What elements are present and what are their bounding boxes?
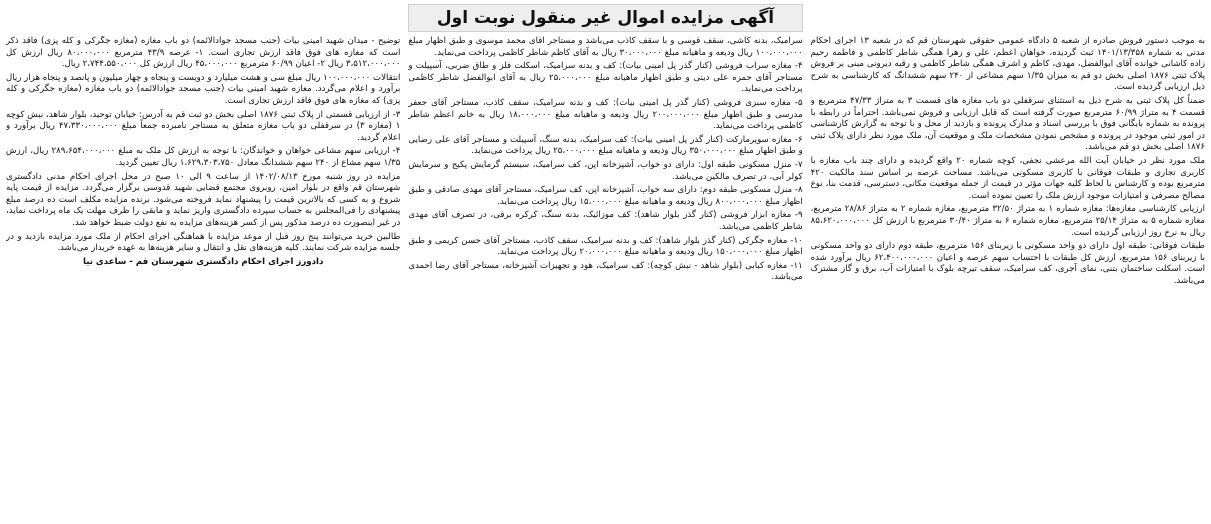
notice-paragraph: مزایده در روز شنبه مورخ ۱۴۰۲/۰۸/۱۳ از ساعت ۹ الی ۱۰ صبح در محل اجرای احکام مدنی دادگستری شهرستان قم واقع در بلوار امین، روبروی مجتمع قضایی شهید قدوسی برگزار می‌گردد. مزایده از قیمت پایه شروع و به کسی که بالاترین قیمت را پیشنهاد نماید فروخته می‌شود. برنده مزایده مکلف است ده درصد مبلغ پیشنهادی را فی‌المجلس به حساب سپرده دادگستری واریز نماید و مابقی را ظرف مهلت یک ماه پرداخت نماید، در غیر اینصورت ده درصد مذکور پس از کسر هزینه‌های مزایده به نفع دولت ضبط خواهد شد.	[6, 171, 401, 228]
notice-paragraph: ۷- منزل مسکونی طبقه اول: دارای دو خواب، آشپزخانه اپن، کف سرامیک، سیستم گرمایش پکیج و سرمایش کولر آبی، در تصرف مالکین می‌باشد.	[408, 159, 803, 182]
notice-paragraph: ۵- مغازه سبزی فروشی (کنار گذر پل امینی بیات): کف و بدنه سرامیک، سقف کاذب، مستاجر آقای جعفر مدرسی و طبق اظهار مبلغ ۲۰۰،۰۰۰،۰۰۰ ریال ودیعه و ماهیانه مبلغ ۱۸،۰۰۰،۰۰۰ ریال به خانم اعظم شاطر کاظمی پرداخت می‌نماید.	[408, 97, 803, 132]
notice-column-2	[408, 36, 802, 520]
notice-paragraph: ۶- مغازه سوپرمارکت (کنار گذر پل امینی بیات): کف سرامیک، بدنه سنگ، آسپیلت و مستاجر آقای علی رضایی و طبق اظهار مبلغ ۳۵۰،۰۰۰،۰۰۰ ریال ودیعه و ماهیانه مبلغ ۲۵،۰۰۰،۰۰۰ ریال پرداخت می‌نماید.	[408, 134, 803, 157]
notice-paragraph: ۱۱- مغازه کبابی (بلوار شاهد - نبش کوچه): کف سرامیک، هود و تجهیزات آشپزخانه، مستاجر آقای رضا احمدی می‌باشد.	[408, 260, 803, 283]
notice-paragraph: ۳- از ارزیابی قسمتی از پلاک ثبتی ۱۸۷۶ اصلی بخش دو ثبت قم به آدرس: خیابان توحید، بلوار شاهد، نبش کوچه ۱ (مغازه ۳) در سرقفلی دو باب مغازه متعلق به مستاجر نامبرده جمعاً مبلغ ۴۷،۳۳۰،۰۰۰،۰۰۰ ریال برآورد و اعلام گردید.	[6, 109, 401, 143]
notice-signature: دادورز اجرای احکام دادگستری شهرستان قم - ساعدی نیا	[82, 256, 324, 267]
notice-paragraph: انتقالات ۱۰۰،۰۰۰،۰۰۰ ریال مبلغ سی و هشت میلیارد و دویست و پنجاه و چهار میلیون و پانصد و پنجاه هزار ریال برآورد و اعلام می‌گردد. مغازه شهید امینی بیات (جنب مسجد جوادالائمه) دو باب مغازه (مغازه جگرکی و کله پزی) که مغازه های فوق فاقد ارزش تجاری است.	[6, 72, 401, 106]
notice-paragraph: ۸- منزل مسکونی طبقه دوم: دارای سه خواب، آشپزخانه اپن، کف سرامیک، مستاجر آقای مهدی صادقی و طبق اظهار مبلغ ۸۰۰،۰۰۰،۰۰۰ ریال ودیعه و ماهیانه مبلغ ۱۵،۰۰۰،۰۰۰ ریال پرداخت می‌نماید.	[408, 185, 803, 207]
notice-paragraph: طبقات فوقانی: طبقه اول دارای دو واحد مسکونی با زیربنای ۱۵۶ مترمربع، طبقه دوم دارای دو واحد مسکونی با زیربنای ۱۵۶ مترمربع، ارزش کل طبقات با احتساب سهم عرصه و اعیان ۶۲،۴۰۰،۰۰۰،۰۰۰ ریال برآورد شده است. اسکلت ساختمان بتنی، نمای آجری، کف سرامیک، سقف تیرچه بلوک با امتیازات آب، برق و گاز مشترک می‌باشد.	[810, 241, 1205, 286]
notice-paragraph: ۴- ارزیابی سهم مشاعی خواهان و خواندگان: با توجه به ارزش کل ملک به مبلغ ۲۸۹،۶۵۴،۰۰۰،۰۰۰ ریال، ارزش ۱/۳۵ سهم مشاع از ۲۴۰ سهم ششدانگ معادل ۱،۶۲۹،۳۰۳،۷۵۰ ریال تعیین گردید.	[6, 146, 401, 168]
notice-column-1	[811, 36, 1205, 520]
notice-paragraph: ارزیابی کارشناسی مغازه‌ها: مغازه شماره ۱ به متراژ ۳۲/۵۰ مترمربع، مغازه شماره ۲ به متراژ ۲۸/۸۶ مترمربع، مغازه شماره ۵ به متراژ ۲۵/۱۴ مترمربع، مغازه شماره ۶ به متراژ ۳۰/۴۰ مترمربع با ارزش کل ۸۵،۶۲۰،۰۰۰،۰۰۰ ریال به نرخ روز ارزیابی گردیده است.	[810, 204, 1205, 238]
notice-header	[6, 4, 1205, 32]
notice-column-3	[6, 36, 400, 520]
notice-paragraph: طالبین خرید می‌توانند پنج روز قبل از موعد مزایده با هماهنگی اجرای احکام از ملک مورد مزایده بازدید و در جلسه مزایده شرکت نمایند. کلیه هزینه‌های نقل و انتقال و سایر هزینه‌ها به عهده خریدار می‌باشد.	[6, 231, 401, 254]
notice-paragraph: ضمناً کل پلاک ثبتی به شرح ذیل به استثنای سرقفلی دو باب مغازه های قسمت ۳ به متراژ ۴۷/۳۳ مترمربع و قسمت ۴ به متراژ ۶۰/۹۹ مترمربع صورت گرفته است که قابل ارزیابی و فروش نمی‌باشد. احتراماً در رابطه با پرونده به شماره بایگانی فوق با بررسی اسناد و مدارک پرونده و بازدید از محل و با توجه به گزارش کارشناسی در امور ثبتی موجود در پرونده و مشخص نمودن مشخصات ملک و موقعیت آن، ملک مورد نظر دارای پلاک ثبتی ۱۸۷۶ اصلی بخش دو قم می‌باشد.	[810, 95, 1205, 153]
notice-paragraph: توضیح - میدان شهید امینی بیات (جنب مسجد جوادالائمه) دو باب مغازه (مغازه جگرکی و کله پزی) فاقد ذکر است که مغازه های فوق فاقد ارزش تجاری است. ۱- عرصه ۴۳/۹ مترمربع ۸۰،۰۰۰،۰۰۰ ریال ارزش کل ۳،۵۱۲،۰۰۰،۰۰۰ ریال ۲- اعیان ۶۰/۹۹ مترمربع ۴۵،۰۰۰،۰۰۰ ریال ارزش کل ۲،۷۴۴،۵۵۰،۰۰۰ ریال.	[6, 36, 401, 70]
notice-paragraph: به موجب دستور فروش صادره از شعبه ۵ دادگاه عمومی حقوقی شهرستان قم که در شعبه ۱۳ اجرای احکام مدنی به شماره ۱۴۰۱/۱۳/۳۵۸ ثبت گردیده، خواهان اعظم، علی و زهرا همگی شاطر کاظمی و فاطمه رحیم زاده کاشانی خوانده آقای ابوالفضل، مهدی، کاظم و اشرف همگی شاطر کاظمی و رقیه دیرونی مبنی بر فروش پلاک ثبتی ۱۸۷۶ اصلی بخش دو قم به میزان ۱/۳۵ سهم مشاعی از ۲۴۰ سهم ششدانگ که کارشناسی به شرح ذیل ارزیابی گردیده است.	[810, 36, 1205, 93]
notice-paragraph: سرامیک، بدنه کاشی، سقف قوسی و با سقف کاذب می‌باشد و مستاجر آقای محمد موسوی و طبق اظهار مبلغ ۱۰۰،۰۰۰،۰۰۰ ریال ودیعه و ماهیانه مبلغ ۳۰،۰۰۰،۰۰۰ ریال به آقای کاظم شاطر کاظمی پرداخت می‌نماید.	[408, 36, 803, 58]
notice-paragraph: ۱۰- مغازه جگرکی (کنار گذر بلوار شاهد): کف و بدنه سرامیک، سقف کاذب، مستاجر آقای حسن کریمی و طبق اظهار مبلغ ۱۵۰،۰۰۰،۰۰۰ ریال ودیعه و ماهیانه مبلغ ۲۰،۰۰۰،۰۰۰ ریال پرداخت می‌نماید.	[408, 235, 803, 258]
notice-paragraph: ملک مورد نظر در خیابان آیت الله مرعشی نجفی، کوچه شماره ۲۰ واقع گردیده و دارای چند باب مغازه با کاربری تجاری و طبقات فوقانی با کاربری مسکونی می‌باشد. مساحت عرصه بر اساس سند مالکیت ۴۲۰ مترمربع بوده و کارشناس با لحاظ کلیه جهات مؤثر در قیمت از جمله موقعیت مکانی، دسترسی، قدمت بنا، نوع مصالح مصرفی و امتیازات موجود ارزش ملک را تعیین نموده است.	[810, 155, 1205, 201]
notice-title: آگهی مزایده اموال غیر منقول نوبت اول	[408, 4, 803, 32]
notice-paragraph: ۴- مغازه سراب فروشی (کنار گذر پل امینی بیات): کف و بدنه سرامیک، اسکلت فلز و طاق ضربی، آسپیلت و مستاجر آقای حمزه علی دینی و طبق اظهار ماهیانه مبلغ ۲۵،۰۰۰،۰۰۰ ریال به آقای ابوالفضل شاطر کاظمی پرداخت می‌نماید.	[408, 61, 803, 95]
notice-paragraph: ۹- مغازه ابزار فروشی (کنار گذر بلوار شاهد): کف موزائیک، بدنه سنگ، کرکره برقی، در تصرف آقای مهدی شاطر کاظمی می‌باشد.	[408, 210, 803, 232]
notice-columns	[6, 36, 1205, 520]
